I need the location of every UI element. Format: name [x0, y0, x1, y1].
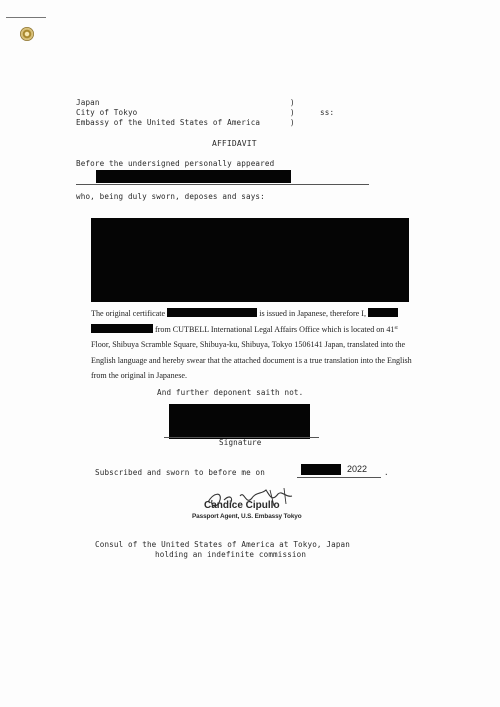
venue-bracket: ): [290, 98, 295, 107]
redacted-deponent-name: [96, 170, 291, 183]
intro-text: Before the undersigned personally appeared: [76, 159, 275, 168]
document-title: AFFIDAVIT: [212, 139, 257, 148]
further-text: And further deponent saith not.: [157, 388, 304, 397]
redacted-translator-name-2: [91, 324, 153, 333]
redacted-block: [91, 218, 409, 302]
subscribed-text: Subscribed and sworn to before me on: [95, 468, 265, 477]
body-seg-3: from CUTBELL International Legal Affairs Office which is located on 41: [155, 325, 395, 335]
venue-embassy: Embassy of the United States of America: [76, 118, 261, 127]
consul-line-2: holding an indefinite commission: [155, 550, 307, 559]
venue-city: City of Tokyo: [76, 108, 138, 117]
consul-name: Candice Cipullo: [204, 500, 280, 511]
sworn-text: who, being duly sworn, deposes and says:: [76, 192, 265, 201]
consul-title: Passport Agent, U.S. Embassy Tokyo: [192, 513, 302, 520]
date-period: .: [384, 468, 389, 477]
consul-line-1: Consul of the United States of America at Tokyo, Japan: [95, 540, 350, 549]
redacted-date: [301, 464, 341, 475]
date-year: 2022: [347, 464, 368, 474]
redacted-certificate-name: [167, 308, 257, 317]
body-superscript: st: [394, 326, 398, 332]
redacted-translator-name: [368, 308, 398, 317]
venue-ss: ss:: [320, 108, 335, 117]
body-paragraph: [91, 306, 413, 383]
body-seg-2: is issued in Japanese, therefore I,: [259, 309, 366, 318]
body-seg-4: Floor, Shibuya Scramble Square, Shibuya-ku, Shibuya, Tokyo 1506141 Japan, translated into the English language and hereby swear that the attached document is a true translation into the English from the original in Japanese.: [91, 340, 412, 380]
venue-bracket: ): [290, 108, 295, 117]
venue-country: Japan: [76, 98, 100, 107]
staple-mark: [6, 17, 46, 18]
date-field: [297, 463, 381, 478]
venue-bracket: ): [290, 118, 295, 127]
body-seg-1: The original certificate: [91, 309, 166, 318]
signature-label: Signature: [219, 438, 262, 447]
redacted-signature: [169, 404, 310, 439]
grommet-seal-icon: [20, 27, 34, 41]
deponent-name-line: [76, 184, 369, 185]
